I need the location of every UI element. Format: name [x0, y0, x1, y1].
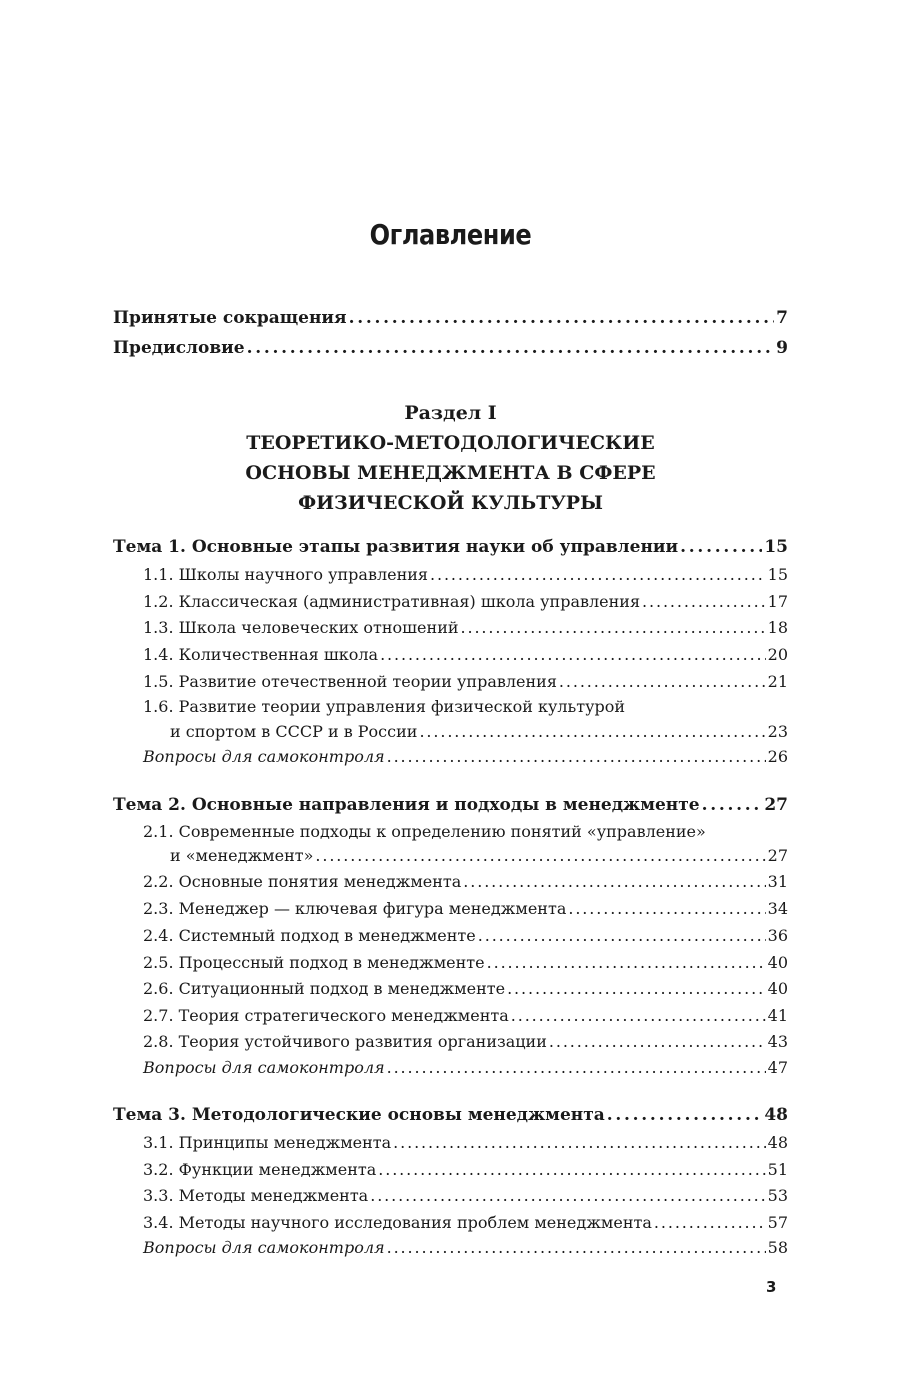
toc-subentry-label: 1.6. Развитие теории управления физической культурой: [143, 697, 626, 716]
questions-page: 26: [767, 747, 788, 766]
questions-page: 58: [767, 1238, 788, 1257]
toc-subentry-page: 20: [767, 645, 788, 664]
dot-leader: [549, 1032, 766, 1051]
toc-subentry: [143, 1186, 788, 1205]
section-title-line: ОСНОВЫ МЕНЕДЖМЕНТА В СФЕРЕ: [245, 462, 656, 484]
dot-leader: [487, 953, 766, 972]
toc-subentry-label: 1.2. Классическая (административная) школа управления: [143, 592, 641, 611]
toc-subentry-page: 34: [767, 899, 788, 918]
dot-leader: [387, 747, 766, 766]
toc-subentry-label: 2.3. Менеджер — ключевая фигура менеджмента: [143, 899, 567, 918]
toc-questions: [143, 747, 788, 766]
toc-entry-label: Предисловие: [113, 338, 245, 358]
dot-leader: [370, 1186, 765, 1205]
dot-leader: [378, 1160, 765, 1179]
dot-leader: [568, 899, 765, 918]
toc-subentry-page: 18: [767, 618, 788, 637]
toc-subentry-label-cont: и «менеджмент»: [170, 846, 314, 865]
toc-subentry: [143, 1032, 788, 1051]
dot-leader: [654, 1213, 766, 1232]
toc-subentry-label: 3.3. Методы менеджмента: [143, 1186, 369, 1205]
dot-leader: [380, 645, 766, 664]
toc-subentry-label: 2.7. Теория стратегического менеджмента: [143, 1006, 509, 1025]
toc-subentry: [143, 926, 788, 945]
toc-subentry: [143, 872, 788, 891]
toc-subentry: [143, 953, 788, 972]
toc-subentry-label: 1.3. Школа человеческих отношений: [143, 618, 459, 637]
theme-heading: [113, 1105, 788, 1125]
dot-leader: [478, 926, 766, 945]
toc-subentry-label: 1.4. Количественная школа: [143, 645, 379, 664]
toc-subentry-page: 27: [767, 846, 788, 865]
toc-subentry-label: 1.1. Школы научного управления: [143, 565, 429, 584]
toc-entry-label: Принятые сокращения: [113, 308, 347, 328]
toc-subentry-label: 2.5. Процессный подход в менеджменте: [143, 953, 485, 972]
dot-leader: [607, 1105, 763, 1125]
toc-subentry-label: 3.2. Функции менеджмента: [143, 1160, 377, 1179]
toc-subentry: [143, 899, 788, 918]
toc-subentry: [143, 979, 788, 998]
toc-subentry: [143, 1133, 788, 1152]
dot-leader: [393, 1133, 765, 1152]
dot-leader: [315, 846, 765, 865]
toc-questions: [143, 1238, 788, 1257]
toc-subentry-page: 36: [767, 926, 788, 945]
page-title: Оглавление: [369, 218, 532, 251]
toc-questions: [143, 1058, 788, 1077]
toc-entry-page: 7: [776, 308, 788, 328]
toc-subentry-label-cont: и спортом в СССР и в России: [170, 722, 418, 741]
theme-label: Тема 2. Основные направления и подходы в менеджменте: [113, 795, 700, 815]
section-label: Раздел I: [404, 402, 497, 424]
toc-subentry-page: 40: [767, 979, 788, 998]
theme-page: 15: [764, 537, 788, 557]
theme-heading: [113, 537, 788, 557]
toc-subentry: [143, 618, 788, 637]
toc-subentry-page: 23: [767, 722, 788, 741]
toc-subentry-label: 3.4. Методы научного исследования проблем менеджмента: [143, 1213, 652, 1232]
dot-leader: [511, 1006, 766, 1025]
toc-subentry: [143, 565, 788, 584]
theme-label: Тема 1. Основные этапы развития науки об управлении: [113, 537, 679, 557]
dot-leader: [642, 592, 766, 611]
toc-subentry-label: 2.4. Системный подход в менеджменте: [143, 926, 476, 945]
toc-subentry-label: 2.6. Ситуационный подход в менеджменте: [143, 979, 506, 998]
toc-subentry: [143, 645, 788, 664]
toc-subentry-page: 41: [767, 1006, 788, 1025]
toc-subentry: [143, 1160, 788, 1179]
toc-subentry-page: 57: [767, 1213, 788, 1232]
theme-page: 27: [764, 795, 788, 815]
toc-subentry-label: 2.1. Современные подходы к определению понятий «управление»: [143, 822, 706, 841]
dot-leader: [463, 872, 765, 891]
dot-leader: [419, 722, 765, 741]
toc-entry-page: 9: [776, 338, 788, 358]
toc-subentry: [170, 846, 788, 865]
theme-page: 48: [764, 1105, 788, 1125]
dot-leader: [559, 672, 766, 691]
toc-subentry-page: 43: [767, 1032, 788, 1051]
toc-entry: [113, 338, 788, 358]
toc-subentry: [143, 1213, 788, 1232]
dot-leader: [702, 795, 763, 815]
toc-subentry: [143, 1006, 788, 1025]
toc-subentry-label: 2.2. Основные понятия менеджмента: [143, 872, 462, 891]
toc-subentry-page: 21: [767, 672, 788, 691]
toc-subentry: [143, 672, 788, 691]
theme-label: Тема 3. Методологические основы менеджмента: [113, 1105, 605, 1125]
questions-page: 47: [767, 1058, 788, 1077]
section-heading: [113, 398, 788, 518]
page-number: 3: [766, 1278, 777, 1296]
questions-label: Вопросы для самоконтроля: [143, 747, 385, 766]
questions-label: Вопросы для самоконтроля: [143, 1058, 385, 1077]
toc-subentry-page: 51: [767, 1160, 788, 1179]
toc-subentry-page: 48: [767, 1133, 788, 1152]
section-title-line: ТЕОРЕТИКО-МЕТОДОЛОГИЧЕСКИЕ: [246, 432, 655, 454]
dot-leader: [387, 1058, 766, 1077]
toc-subentry-page: 17: [767, 592, 788, 611]
questions-label: Вопросы для самоконтроля: [143, 1238, 385, 1257]
toc-subentry-page: 31: [767, 872, 788, 891]
toc-subentry-page: 40: [767, 953, 788, 972]
dot-leader: [507, 979, 766, 998]
dot-leader: [680, 537, 762, 557]
toc-subentry-page: 15: [767, 565, 788, 584]
toc-entry: [113, 308, 788, 328]
dot-leader: [387, 1238, 766, 1257]
toc-subentry: [170, 722, 788, 741]
toc-subentry: [143, 592, 788, 611]
toc-subentry-label: 1.5. Развитие отечественной теории управления: [143, 672, 557, 691]
toc-subentry-label: 3.1. Принципы менеджмента: [143, 1133, 392, 1152]
dot-leader: [461, 618, 766, 637]
dot-leader: [430, 565, 766, 584]
toc-subentry-page: 53: [767, 1186, 788, 1205]
dot-leader: [349, 308, 775, 328]
toc-subentry-label: 2.8. Теория устойчивого развития организации: [143, 1032, 547, 1051]
theme-heading: [113, 795, 788, 815]
dot-leader: [247, 338, 775, 358]
section-title-line: ФИЗИЧЕСКОЙ КУЛЬТУРЫ: [298, 492, 603, 514]
